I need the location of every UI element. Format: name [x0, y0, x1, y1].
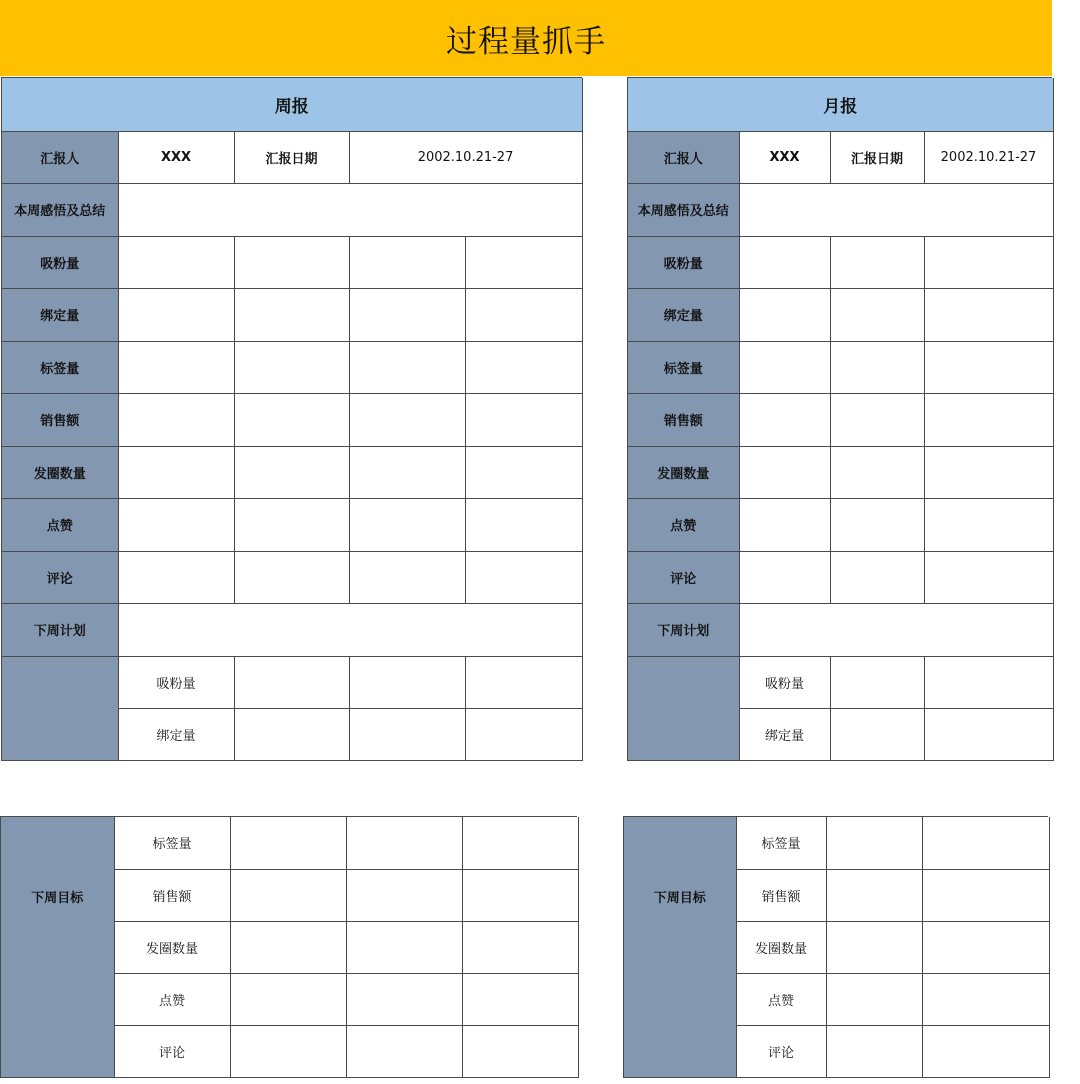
data-cell[interactable] [349, 288, 465, 341]
data-cell[interactable] [346, 869, 462, 921]
data-cell[interactable] [739, 551, 830, 603]
data-cell[interactable] [462, 817, 578, 869]
data-cell[interactable] [234, 498, 349, 551]
data-cell[interactable] [465, 708, 582, 760]
data-cell[interactable] [230, 817, 346, 869]
data-cell[interactable] [830, 446, 924, 498]
data-cell[interactable] [234, 288, 349, 341]
data-cell[interactable] [830, 551, 924, 603]
data-cell[interactable] [830, 656, 924, 708]
data-cell[interactable] [346, 817, 462, 869]
data-cell[interactable] [346, 921, 462, 973]
data-cell[interactable] [739, 236, 830, 288]
data-cell[interactable] [118, 551, 234, 603]
data-cell[interactable] [349, 498, 465, 551]
data-cell[interactable] [826, 1025, 922, 1077]
data-cell[interactable] [465, 341, 582, 393]
data-cell[interactable] [234, 341, 349, 393]
metric-label: 吸粉量 [2, 236, 118, 288]
metric-label: 点赞 [628, 498, 739, 551]
data-cell[interactable] [922, 817, 1049, 869]
data-cell[interactable] [922, 869, 1049, 921]
metric-label: 点赞 [2, 498, 118, 551]
data-cell[interactable] [462, 921, 578, 973]
data-cell[interactable] [739, 393, 830, 446]
data-cell[interactable] [118, 288, 234, 341]
next-plan-label: 下周计划 [2, 603, 118, 656]
goal-label-blank [2, 656, 118, 760]
data-cell[interactable] [830, 288, 924, 341]
data-cell[interactable] [349, 341, 465, 393]
goal-item-label: 评论 [736, 1025, 826, 1077]
data-cell[interactable] [924, 656, 1053, 708]
summary-label: 本周感悟及总结 [2, 183, 118, 236]
data-cell[interactable] [346, 973, 462, 1025]
data-cell[interactable] [462, 973, 578, 1025]
metric-label: 绑定量 [628, 288, 739, 341]
data-cell[interactable] [118, 393, 234, 446]
data-cell[interactable] [924, 446, 1053, 498]
data-cell[interactable] [230, 1025, 346, 1077]
next-plan-label: 下周计划 [628, 603, 739, 656]
report-date-value[interactable]: 2002.10.21-27 [349, 131, 582, 183]
goal-item-label: 绑定量 [118, 708, 234, 760]
data-cell[interactable] [462, 1025, 578, 1077]
weekly-report-table [1, 77, 582, 761]
data-cell[interactable] [349, 656, 465, 708]
metric-label: 吸粉量 [628, 236, 739, 288]
summary-cell[interactable] [739, 183, 1053, 236]
data-cell[interactable] [826, 817, 922, 869]
metric-label: 销售额 [2, 393, 118, 446]
data-cell[interactable] [465, 236, 582, 288]
data-cell[interactable] [349, 551, 465, 603]
goal-item-label: 标签量 [736, 817, 826, 869]
data-cell[interactable] [465, 393, 582, 446]
data-cell[interactable] [465, 551, 582, 603]
data-cell[interactable] [230, 869, 346, 921]
metric-label: 绑定量 [2, 288, 118, 341]
data-cell[interactable] [826, 973, 922, 1025]
data-cell[interactable] [230, 973, 346, 1025]
data-cell[interactable] [349, 446, 465, 498]
data-cell[interactable] [234, 708, 349, 760]
data-cell[interactable] [922, 921, 1049, 973]
monthly-header: 月报 [628, 78, 1053, 131]
goal-item-label: 吸粉量 [739, 656, 830, 708]
goal-item-label: 绑定量 [739, 708, 830, 760]
reporter-label: 汇报人 [628, 131, 739, 183]
goal-item-label: 评论 [114, 1025, 230, 1077]
report-date-label: 汇报日期 [830, 131, 924, 183]
next-plan-cell[interactable] [118, 603, 582, 656]
data-cell[interactable] [349, 393, 465, 446]
goal-item-label: 吸粉量 [118, 656, 234, 708]
data-cell[interactable] [234, 656, 349, 708]
monthly-report-table [627, 77, 1052, 761]
reporter-value[interactable]: XXX [118, 131, 234, 183]
report-date-label: 汇报日期 [234, 131, 349, 183]
data-cell[interactable] [349, 708, 465, 760]
next-goal-label: 下周目标 [624, 817, 736, 1077]
data-cell[interactable] [826, 921, 922, 973]
data-cell[interactable] [118, 498, 234, 551]
metric-label: 标签量 [2, 341, 118, 393]
data-cell[interactable] [924, 498, 1053, 551]
data-cell[interactable] [118, 341, 234, 393]
data-cell[interactable] [830, 708, 924, 760]
data-cell[interactable] [465, 656, 582, 708]
report-date-value[interactable]: 2002.10.21-27 [924, 131, 1053, 183]
data-cell[interactable] [924, 341, 1053, 393]
metric-label: 发圈数量 [2, 446, 118, 498]
goal-label-blank [628, 656, 739, 760]
goal-item-label: 点赞 [114, 973, 230, 1025]
reporter-label: 汇报人 [2, 131, 118, 183]
data-cell[interactable] [924, 708, 1053, 760]
data-cell[interactable] [234, 551, 349, 603]
data-cell[interactable] [465, 288, 582, 341]
weekly-header: 周报 [2, 78, 582, 131]
summary-label: 本周感悟及总结 [628, 183, 739, 236]
data-cell[interactable] [739, 341, 830, 393]
title-banner [0, 0, 1052, 76]
data-cell[interactable] [924, 236, 1053, 288]
metric-label: 评论 [2, 551, 118, 603]
goal-item-label: 销售额 [114, 869, 230, 921]
metric-label: 销售额 [628, 393, 739, 446]
reporter-value[interactable]: XXX [739, 131, 830, 183]
metric-label: 发圈数量 [628, 446, 739, 498]
data-cell[interactable] [346, 1025, 462, 1077]
data-cell[interactable] [465, 498, 582, 551]
goal-item-label: 点赞 [736, 973, 826, 1025]
data-cell[interactable] [830, 341, 924, 393]
goal-item-label: 标签量 [114, 817, 230, 869]
data-cell[interactable] [118, 236, 234, 288]
data-cell[interactable] [234, 393, 349, 446]
data-cell[interactable] [234, 236, 349, 288]
data-cell[interactable] [230, 921, 346, 973]
data-cell[interactable] [349, 236, 465, 288]
data-cell[interactable] [922, 973, 1049, 1025]
page-title: 过程量抓手 [446, 23, 606, 60]
goal-item-label: 发圈数量 [114, 921, 230, 973]
goal-item-label: 发圈数量 [736, 921, 826, 973]
data-cell[interactable] [924, 288, 1053, 341]
data-cell[interactable] [234, 446, 349, 498]
next-goal-label: 下周目标 [1, 817, 114, 1077]
data-cell[interactable] [924, 551, 1053, 603]
data-cell[interactable] [830, 236, 924, 288]
next-plan-cell[interactable] [739, 603, 1053, 656]
metric-label: 评论 [628, 551, 739, 603]
data-cell[interactable] [924, 393, 1053, 446]
data-cell[interactable] [922, 1025, 1049, 1077]
summary-cell[interactable] [118, 183, 582, 236]
monthly-goals-table [623, 816, 1048, 1078]
data-cell[interactable] [826, 869, 922, 921]
data-cell[interactable] [739, 446, 830, 498]
data-cell[interactable] [739, 288, 830, 341]
data-cell[interactable] [465, 446, 582, 498]
data-cell[interactable] [739, 498, 830, 551]
data-cell[interactable] [118, 446, 234, 498]
weekly-goals-table [0, 816, 577, 1078]
goal-item-label: 销售额 [736, 869, 826, 921]
data-cell[interactable] [830, 393, 924, 446]
metric-label: 标签量 [628, 341, 739, 393]
data-cell[interactable] [830, 498, 924, 551]
data-cell[interactable] [462, 869, 578, 921]
